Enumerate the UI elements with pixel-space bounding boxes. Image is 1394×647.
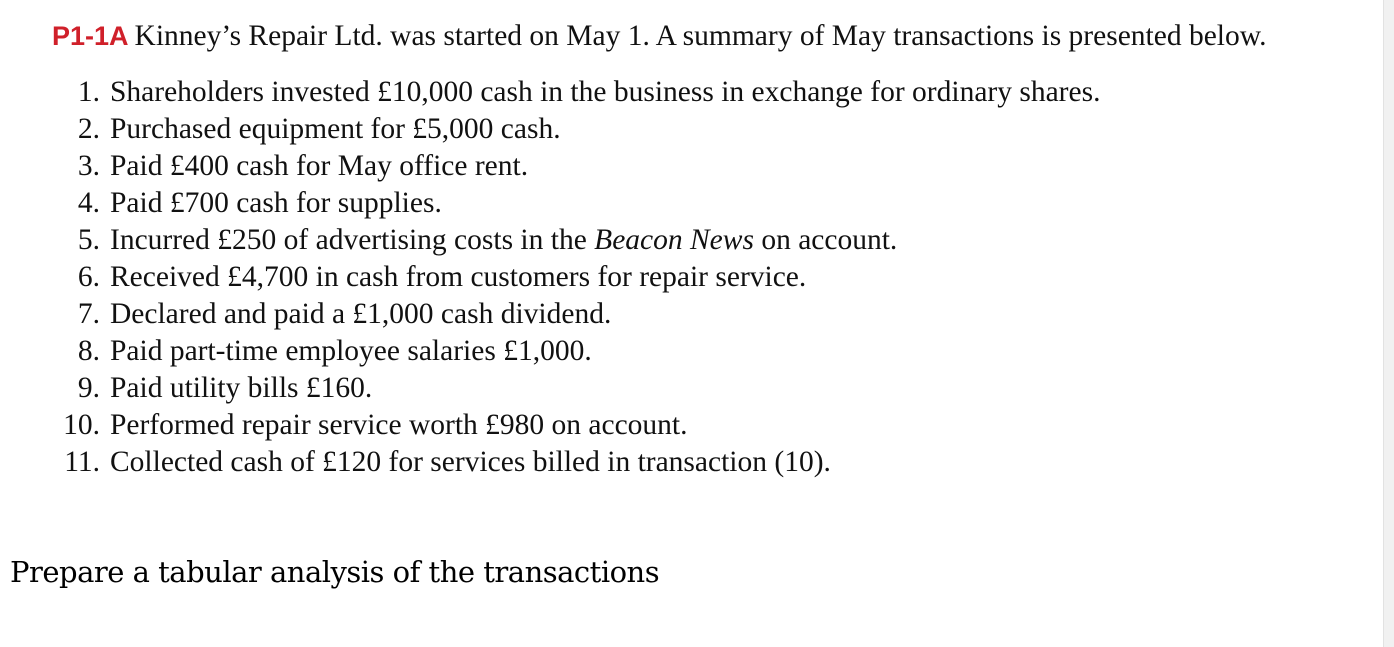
item-number: 11.	[64, 446, 100, 478]
list-item	[52, 74, 1282, 111]
item-text	[110, 222, 897, 259]
item-text-main: Paid £700 cash for supplies.	[110, 187, 442, 219]
item-text-main: Purchased equipment for £5,000 cash.	[110, 113, 561, 145]
item-text-main: Paid utility bills £160.	[110, 372, 373, 404]
item-text	[110, 148, 528, 185]
item-text-emphasis: Beacon News	[594, 224, 754, 256]
list-item	[52, 111, 1282, 148]
list-item	[52, 222, 1282, 259]
item-text-main: Collected cash of £120 for services billed in transaction (10).	[110, 446, 831, 478]
item-text	[110, 370, 372, 407]
item-text-tail: on account.	[753, 224, 898, 256]
list-item	[52, 296, 1282, 333]
item-number: 2.	[77, 113, 100, 145]
item-text-main: Paid £400 cash for May office rent.	[110, 150, 529, 182]
item-number: 4.	[77, 187, 100, 219]
item-text	[110, 333, 592, 370]
item-text	[110, 185, 442, 222]
item-text-main: Incurred £250 of advertising costs in the	[110, 224, 595, 256]
item-number: 5.	[77, 224, 100, 256]
item-text	[110, 296, 611, 333]
item-number: 10.	[63, 409, 100, 441]
item-number: 1.	[77, 76, 100, 108]
item-text-main: Received £4,700 in cash from customers for repair service.	[110, 261, 807, 293]
item-text-main: Declared and paid a £1,000 cash dividend.	[110, 298, 612, 330]
list-item	[52, 259, 1282, 296]
instruction-text: Prepare a tabular analysis of the transactions	[10, 555, 660, 589]
item-text-main: Paid part-time employee salaries £1,000.	[110, 335, 592, 367]
item-text	[110, 259, 806, 296]
problem-intro-paragraph	[52, 18, 1282, 55]
item-number: 8.	[77, 335, 100, 367]
item-text-main: Performed repair service worth £980 on account.	[110, 409, 688, 441]
item-text	[110, 407, 688, 444]
item-number: 3.	[77, 150, 100, 182]
item-number: 7.	[77, 298, 100, 330]
item-number: 6.	[77, 261, 100, 293]
list-item	[52, 185, 1282, 222]
transaction-list	[52, 74, 1282, 481]
item-number: 9.	[77, 372, 100, 404]
item-text-main: Shareholders invested £10,000 cash in the business in exchange for ordinary shares.	[110, 76, 1101, 108]
item-text	[110, 444, 831, 481]
problem-block	[52, 18, 1282, 481]
item-text	[110, 74, 1100, 111]
list-item	[52, 407, 1282, 444]
problem-intro-text: Kinney’s Repair Ltd. was started on May 1. A summary of May transactions is presented below.	[134, 20, 1267, 52]
list-item	[52, 444, 1282, 481]
list-item	[52, 370, 1282, 407]
scrollbar[interactable]	[1383, 0, 1394, 647]
item-text	[110, 111, 561, 148]
problem-code: P1-1A	[52, 21, 129, 51]
list-item	[52, 148, 1282, 185]
list-item	[52, 333, 1282, 370]
